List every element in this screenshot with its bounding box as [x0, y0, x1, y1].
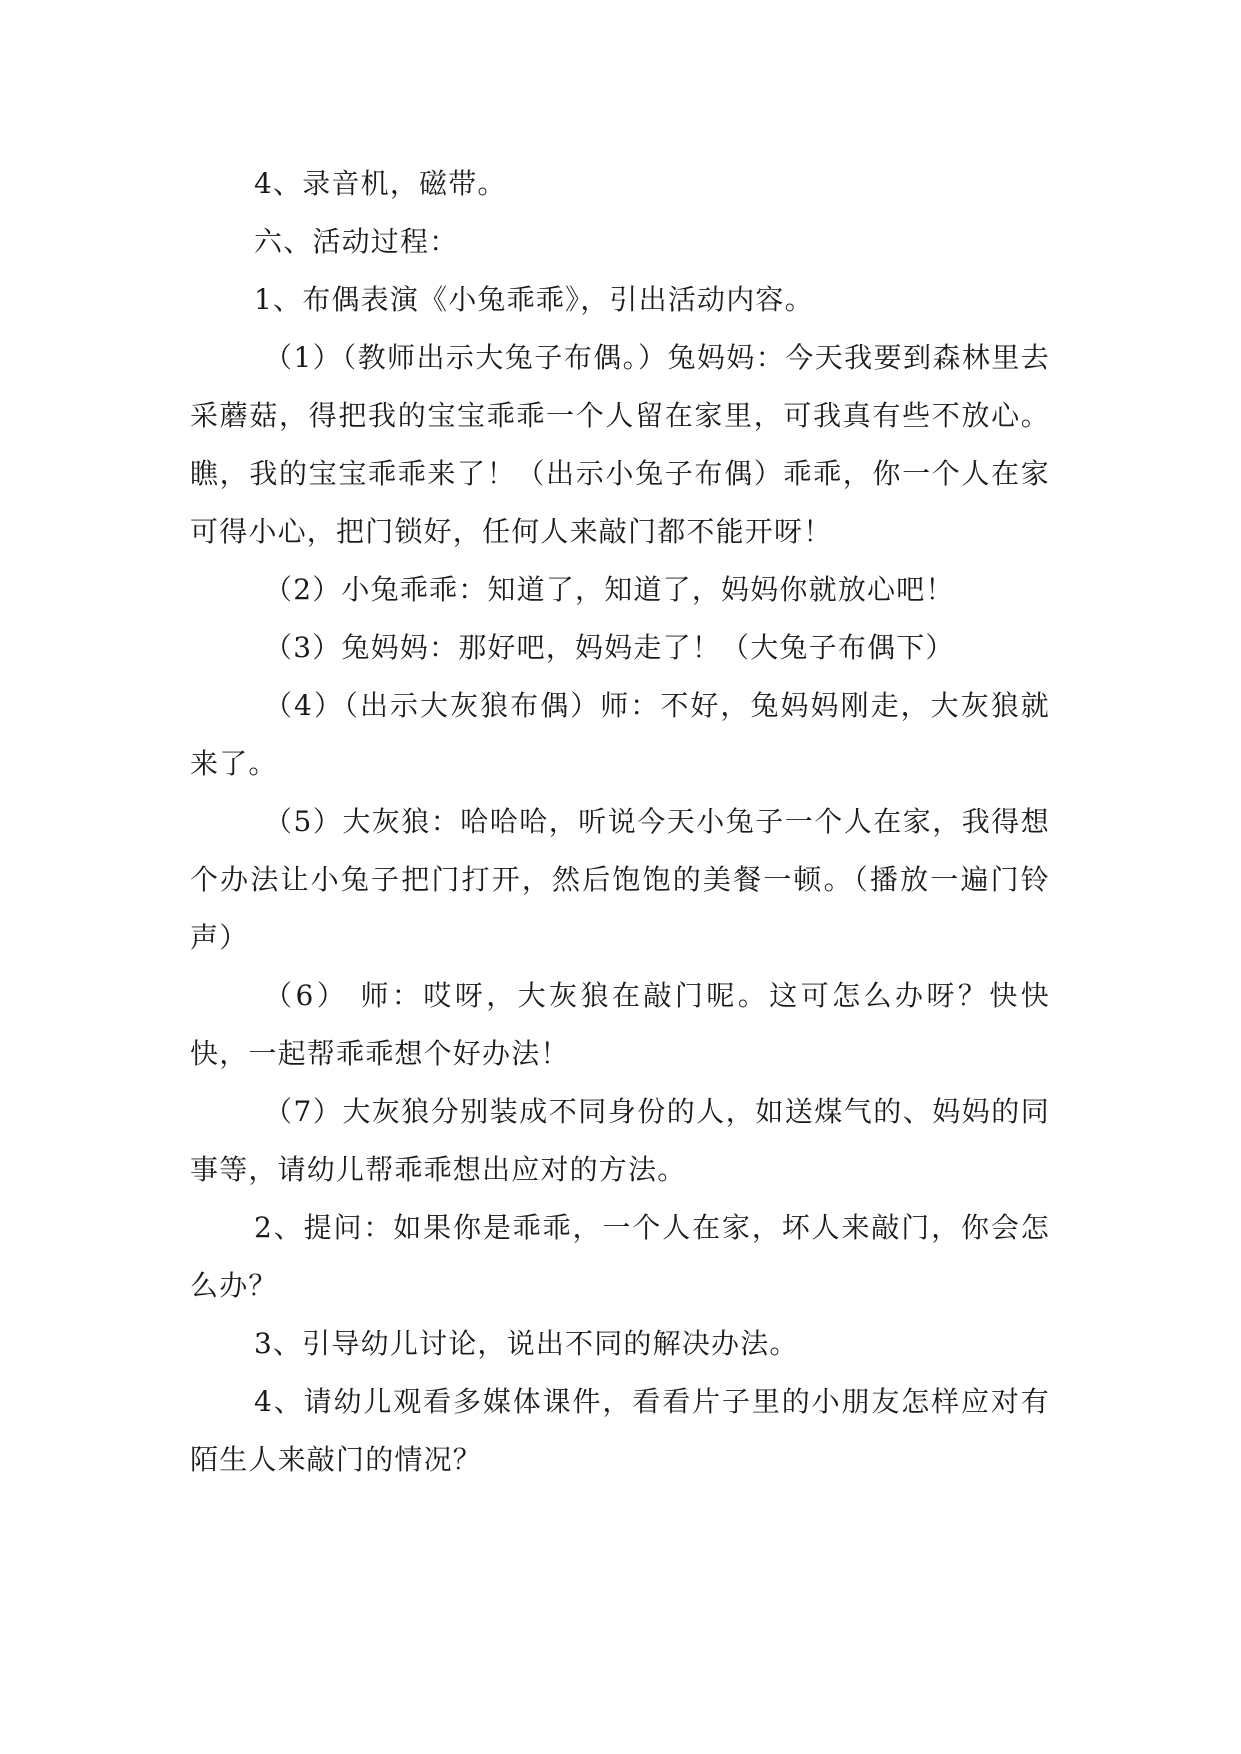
paragraph-substep-3: （3）兔妈妈：那好吧，妈妈走了！（大兔子布偶下） — [264, 631, 955, 664]
paragraph-substep-5: （5）大灰狼：哈哈哈，听说今天小兔子一个人在家，我得想个办法让小兔子把门打开，然后饱饱的美餐一顿。（播放一遍门铃声） — [190, 805, 1050, 954]
paragraph-materials-4: 4、录音机，磁带。 — [254, 167, 507, 200]
section-heading-activity-process: 六、活动过程： — [254, 225, 459, 258]
paragraph-step-1: 1、布偶表演《小兔乖乖》，引出活动内容。 — [254, 283, 814, 316]
paragraph-step-4: 4、请幼儿观看多媒体课件，看看片子里的小朋友怎样应对有陌生人来敲门的情况？ — [190, 1385, 1050, 1476]
paragraph-substep-2: （2）小兔乖乖：知道了，知道了，妈妈你就放心吧！ — [264, 573, 955, 606]
paragraph-step-2: 2、提问：如果你是乖乖，一个人在家，坏人来敲门，你会怎么办？ — [190, 1211, 1050, 1302]
paragraph-substep-6: （6） 师：哎呀，大灰狼在敲门呢。这可怎么办呀？快快快，一起帮乖乖想个好办法！ — [190, 979, 1050, 1070]
document-body — [190, 155, 1050, 1489]
paragraph-substep-7: （7）大灰狼分别装成不同身份的人，如送煤气的、妈妈的同事等，请幼儿帮乖乖想出应对的方法。 — [190, 1095, 1050, 1186]
paragraph-substep-1: （1）（教师出示大兔子布偶。）兔妈妈：今天我要到森林里去采蘑菇，得把我的宝宝乖乖一个人留在家里，可我真有些不放心。瞧，我的宝宝乖乖来了！（出示小兔子布偶）乖乖，你一个人在家可得小心，把门锁好，任何人来敲门都不能开呀！ — [190, 341, 1050, 548]
paragraph-substep-4: （4）（出示大灰狼布偶）师：不好，兔妈妈刚走，大灰狼就来了。 — [190, 689, 1050, 780]
paragraph-step-3: 3、引导幼儿讨论，说出不同的解决办法。 — [254, 1327, 799, 1360]
